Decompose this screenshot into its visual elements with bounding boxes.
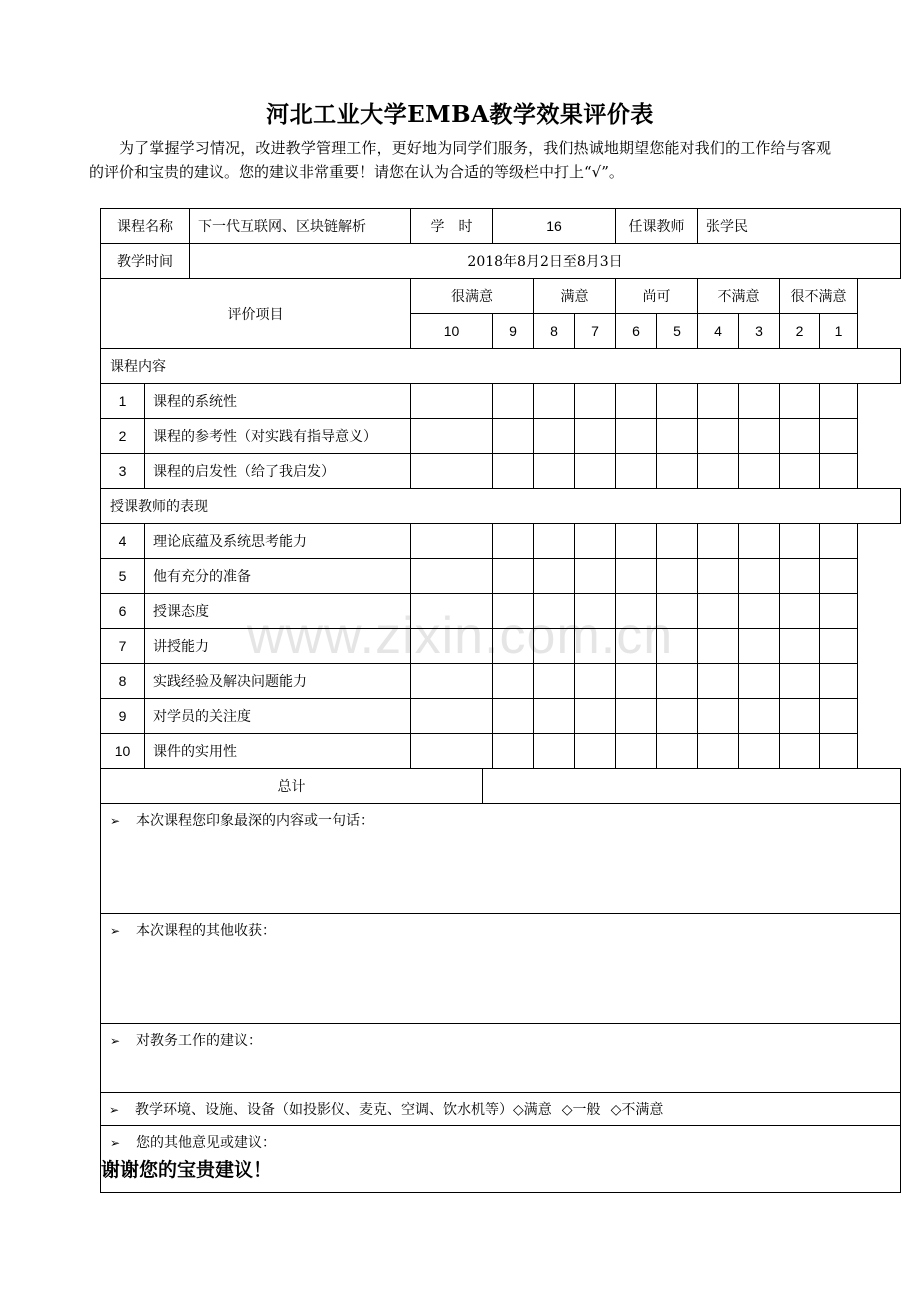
- hours-label: 学 时: [411, 209, 493, 244]
- rating-cell[interactable]: [698, 629, 739, 664]
- table-row: [101, 629, 901, 664]
- watermark: www.zixin.com.cn: [246, 607, 674, 665]
- rating-cell[interactable]: [575, 734, 616, 769]
- score-header: 6: [616, 314, 657, 349]
- rating-cell[interactable]: [657, 629, 698, 664]
- rating-cell[interactable]: [657, 664, 698, 699]
- item-number: 8: [101, 664, 145, 699]
- rating-cell[interactable]: [616, 629, 657, 664]
- evaluation-table: [100, 208, 901, 1193]
- rating-cell[interactable]: [411, 524, 493, 559]
- section-title: 授课教师的表现: [101, 489, 901, 524]
- section-title: 课程内容: [101, 349, 901, 384]
- item-number: 9: [101, 699, 145, 734]
- rating-cell[interactable]: [534, 594, 575, 629]
- item-text: 课程的系统性: [145, 384, 411, 419]
- rating-cell[interactable]: [616, 384, 657, 419]
- rating-cell[interactable]: [780, 734, 820, 769]
- item-number: 1: [101, 384, 145, 419]
- question-box-other-gains[interactable]: [101, 914, 901, 1024]
- rating-cell[interactable]: [616, 664, 657, 699]
- item-text: 课程的参考性（对实践有指导意义）: [145, 419, 411, 454]
- item-number: 2: [101, 419, 145, 454]
- score-header: 8: [534, 314, 575, 349]
- rating-cell[interactable]: [780, 454, 820, 489]
- rating-cell[interactable]: [616, 594, 657, 629]
- rating-cell[interactable]: [780, 419, 820, 454]
- rating-cell[interactable]: [657, 559, 698, 594]
- table-row: [101, 734, 901, 769]
- rating-cell[interactable]: [616, 419, 657, 454]
- rating-cell[interactable]: [575, 384, 616, 419]
- rating-cell[interactable]: [739, 594, 780, 629]
- table-row: [101, 699, 901, 734]
- score-header: 5: [657, 314, 698, 349]
- rating-cell[interactable]: [493, 454, 534, 489]
- item-text: 对学员的关注度: [145, 699, 411, 734]
- rating-cell[interactable]: [575, 699, 616, 734]
- score-header: 10: [411, 314, 493, 349]
- rating-cell[interactable]: [780, 699, 820, 734]
- item-number: 6: [101, 594, 145, 629]
- rating-cell[interactable]: [575, 594, 616, 629]
- teacher-label: 任课教师: [616, 209, 698, 244]
- rating-cell[interactable]: [657, 734, 698, 769]
- score-header: 9: [493, 314, 534, 349]
- question-box-admin-suggestions[interactable]: [101, 1024, 901, 1093]
- rating-cell[interactable]: [616, 559, 657, 594]
- arrow-bullet-icon: ➢: [110, 814, 121, 828]
- question-text: 您的其他意见或建议：: [136, 1135, 276, 1151]
- table-row: [101, 454, 901, 489]
- rating-cell[interactable]: [820, 419, 858, 454]
- rating-cell[interactable]: [820, 629, 858, 664]
- rating-cell[interactable]: [616, 524, 657, 559]
- item-text: 理论底蕴及系统思考能力: [145, 524, 411, 559]
- rating-cell[interactable]: [698, 524, 739, 559]
- score-header: 3: [739, 314, 780, 349]
- teaching-time-label: 教学时间: [101, 244, 190, 279]
- rating-cell[interactable]: [493, 559, 534, 594]
- rating-cell[interactable]: [534, 559, 575, 594]
- course-name-value: 下一代互联网、区块链解析: [190, 209, 411, 244]
- question-text: 教学环境、设施、设备（如投影仪、麦克、空调、饮水机等）: [135, 1102, 513, 1118]
- item-text: 授课态度: [145, 594, 411, 629]
- rating-cell[interactable]: [698, 594, 739, 629]
- item-text: 课件的实用性: [145, 734, 411, 769]
- env-option-satisfied[interactable]: ◇满意: [513, 1102, 552, 1118]
- rating-cell[interactable]: [657, 699, 698, 734]
- rating-cell[interactable]: [411, 419, 493, 454]
- rating-cell[interactable]: [739, 699, 780, 734]
- rating-cell[interactable]: [657, 524, 698, 559]
- arrow-bullet-icon: ➢: [110, 1136, 121, 1150]
- rating-cell[interactable]: [575, 629, 616, 664]
- environment-rating-row: [101, 1093, 901, 1126]
- rating-cell[interactable]: [534, 524, 575, 559]
- rating-cell[interactable]: [575, 419, 616, 454]
- rating-cell[interactable]: [698, 734, 739, 769]
- rating-cell[interactable]: [739, 559, 780, 594]
- rating-cell[interactable]: [493, 664, 534, 699]
- item-number: 10: [101, 734, 145, 769]
- rating-cell[interactable]: [780, 384, 820, 419]
- course-name-label: 课程名称: [101, 209, 190, 244]
- item-text: 实践经验及解决问题能力: [145, 664, 411, 699]
- table-row: [101, 664, 901, 699]
- score-header: 1: [820, 314, 858, 349]
- question-text: 对教务工作的建议：: [136, 1033, 262, 1049]
- rating-cell[interactable]: [739, 524, 780, 559]
- rating-cell[interactable]: [739, 664, 780, 699]
- rating-cell[interactable]: [411, 594, 493, 629]
- rating-cell[interactable]: [739, 454, 780, 489]
- rating-cell[interactable]: [698, 419, 739, 454]
- rating-cell[interactable]: [534, 384, 575, 419]
- arrow-bullet-icon: ➢: [110, 1034, 121, 1048]
- rating-cell[interactable]: [534, 454, 575, 489]
- teaching-time-value: 2018年8月2日至8月3日: [190, 244, 901, 279]
- rating-cell[interactable]: [411, 734, 493, 769]
- rating-cell[interactable]: [780, 594, 820, 629]
- env-option-unsatisfied[interactable]: ◇不满意: [610, 1102, 664, 1118]
- rating-cell[interactable]: [820, 594, 858, 629]
- intro-paragraph: 为了掌握学习情况，改进教学管理工作，更好地为同学们服务，我们热诚地期望您能对我们的工作给与客观的评价和宝贵的建议。您的建议非常重要！请您在认为合适的等级栏中打上“√”。: [89, 139, 831, 181]
- rating-cell[interactable]: [780, 559, 820, 594]
- rating-cell[interactable]: [698, 454, 739, 489]
- level-header: 很满意: [411, 279, 534, 314]
- rating-cell[interactable]: [739, 384, 780, 419]
- rating-cell[interactable]: [657, 454, 698, 489]
- teacher-value: 张学民: [698, 209, 901, 244]
- item-header: 评价项目: [101, 279, 411, 349]
- hours-value: 16: [493, 209, 616, 244]
- question-box-impression[interactable]: [101, 804, 901, 914]
- rating-cell[interactable]: [534, 419, 575, 454]
- rating-cell[interactable]: [534, 664, 575, 699]
- rating-cell[interactable]: [493, 384, 534, 419]
- rating-cell[interactable]: [534, 734, 575, 769]
- table-row: [101, 559, 901, 594]
- item-text: 讲授能力: [145, 629, 411, 664]
- rating-cell[interactable]: [493, 419, 534, 454]
- rating-cell[interactable]: [575, 559, 616, 594]
- rating-cell[interactable]: [493, 734, 534, 769]
- item-number: 4: [101, 524, 145, 559]
- score-header: 7: [575, 314, 616, 349]
- rating-cell[interactable]: [657, 594, 698, 629]
- rating-cell[interactable]: [411, 664, 493, 699]
- question-text: 本次课程您印象最深的内容或一句话：: [136, 813, 374, 829]
- rating-cell[interactable]: [493, 629, 534, 664]
- rating-cell[interactable]: [411, 629, 493, 664]
- thanks-note: 谢谢您的宝贵建议！: [101, 1159, 273, 1181]
- rating-cell[interactable]: [780, 629, 820, 664]
- arrow-bullet-icon: ➢: [109, 1103, 120, 1117]
- level-header: 尚可: [616, 279, 698, 314]
- rating-cell[interactable]: [493, 524, 534, 559]
- level-header: 很不满意: [780, 279, 858, 314]
- table-row: [101, 524, 901, 559]
- item-number: 3: [101, 454, 145, 489]
- rating-cell[interactable]: [575, 664, 616, 699]
- score-header: 2: [780, 314, 820, 349]
- rating-cell[interactable]: [739, 629, 780, 664]
- rating-cell[interactable]: [698, 559, 739, 594]
- rating-cell[interactable]: [575, 454, 616, 489]
- rating-cell[interactable]: [780, 524, 820, 559]
- rating-cell[interactable]: [493, 699, 534, 734]
- rating-cell[interactable]: [616, 734, 657, 769]
- table-row: [101, 594, 901, 629]
- rating-cell[interactable]: [780, 664, 820, 699]
- rating-cell[interactable]: [698, 699, 739, 734]
- rating-cell[interactable]: [411, 699, 493, 734]
- rating-cell[interactable]: [739, 419, 780, 454]
- form-title: 河北工业大学EMBA教学效果评价表: [266, 101, 654, 128]
- rating-cell[interactable]: [820, 664, 858, 699]
- rating-cell[interactable]: [820, 699, 858, 734]
- rating-cell[interactable]: [493, 594, 534, 629]
- rating-cell[interactable]: [534, 629, 575, 664]
- score-header: 4: [698, 314, 739, 349]
- item-number: 7: [101, 629, 145, 664]
- arrow-bullet-icon: ➢: [110, 924, 121, 938]
- question-text: 本次课程的其他收获：: [136, 923, 276, 939]
- rating-cell[interactable]: [534, 699, 575, 734]
- rating-cell[interactable]: [411, 384, 493, 419]
- rating-cell[interactable]: [698, 384, 739, 419]
- rating-cell[interactable]: [411, 454, 493, 489]
- rating-cell[interactable]: [411, 559, 493, 594]
- rating-cell[interactable]: [820, 384, 858, 419]
- total-label: 总计: [101, 769, 483, 804]
- rating-cell[interactable]: [820, 559, 858, 594]
- rating-cell[interactable]: [657, 419, 698, 454]
- table-row: [101, 384, 901, 419]
- item-number: 5: [101, 559, 145, 594]
- level-header: 不满意: [698, 279, 780, 314]
- rating-cell[interactable]: [820, 524, 858, 559]
- rating-cell[interactable]: [616, 454, 657, 489]
- env-option-average[interactable]: ◇一般: [561, 1102, 601, 1118]
- rating-cell[interactable]: [698, 664, 739, 699]
- item-text: 课程的启发性（给了我启发）: [145, 454, 411, 489]
- rating-cell[interactable]: [739, 734, 780, 769]
- rating-cell[interactable]: [575, 524, 616, 559]
- rating-cell[interactable]: [820, 734, 858, 769]
- rating-cell[interactable]: [657, 384, 698, 419]
- rating-cell[interactable]: [616, 699, 657, 734]
- table-row: [101, 419, 901, 454]
- item-text: 他有充分的准备: [145, 559, 411, 594]
- total-cell[interactable]: [483, 769, 901, 804]
- rating-cell[interactable]: [820, 454, 858, 489]
- level-header: 满意: [534, 279, 616, 314]
